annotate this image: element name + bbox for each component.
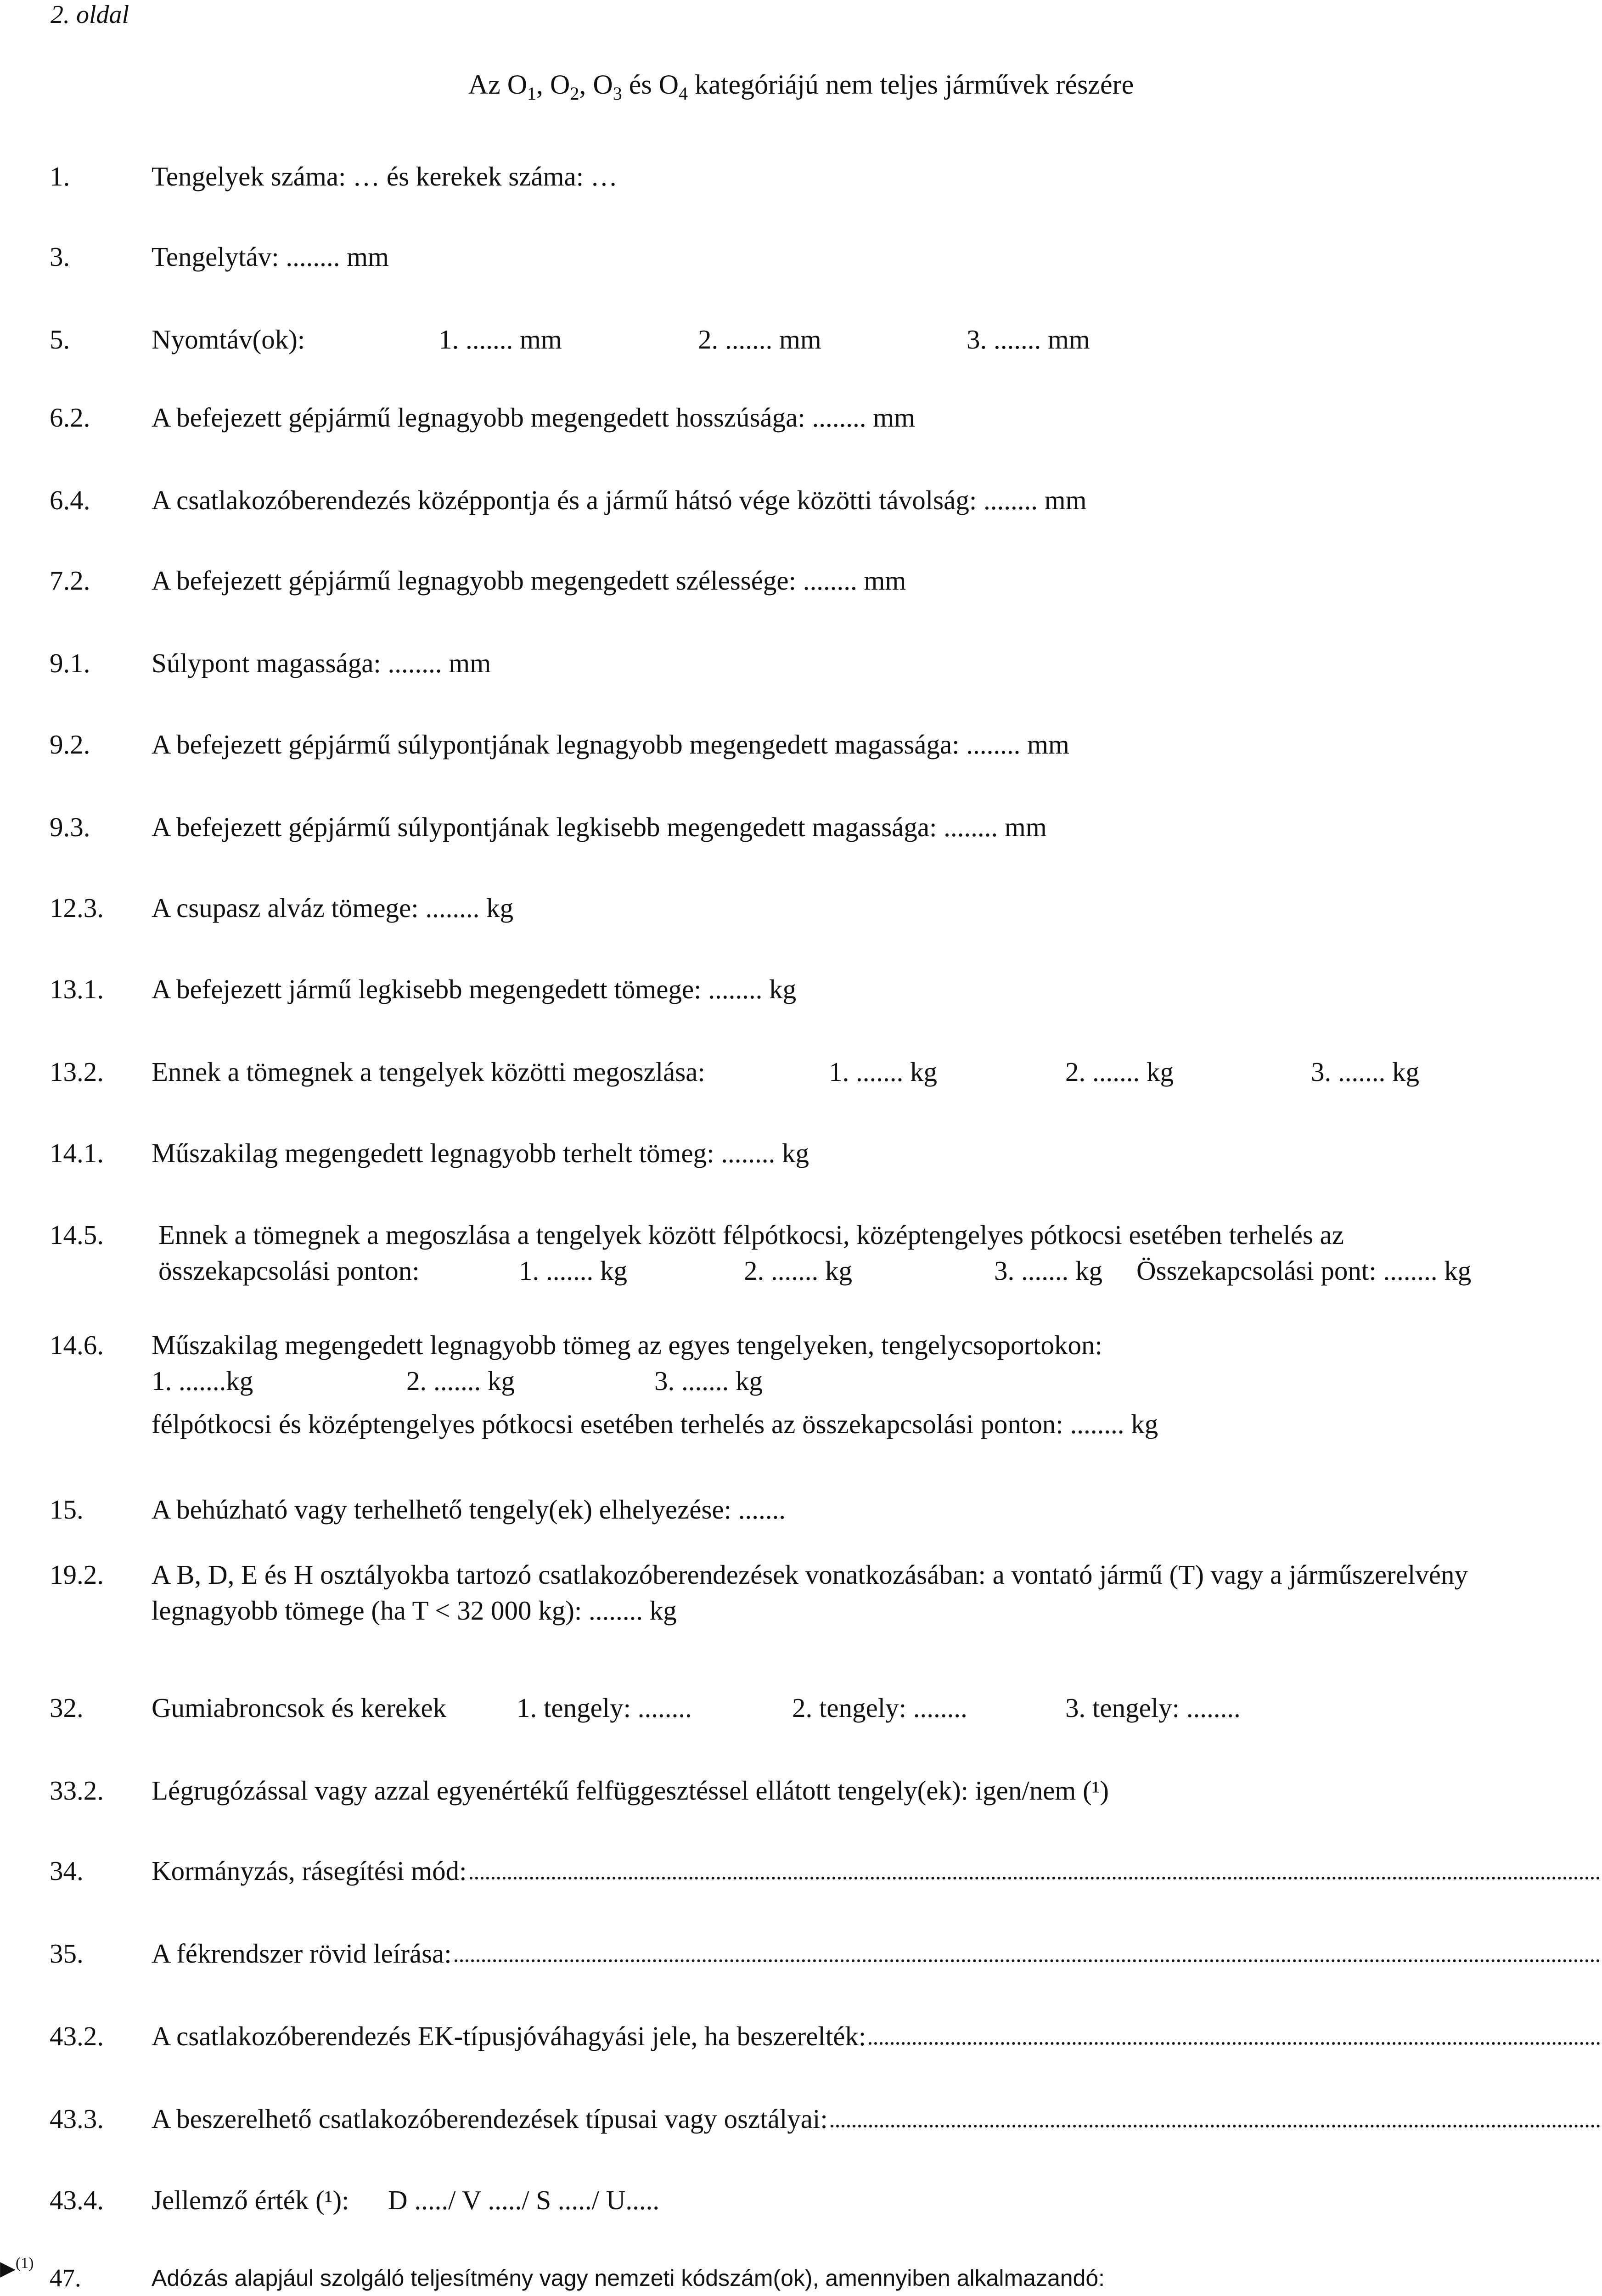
item-number: 14.5. <box>50 1220 104 1250</box>
item-number: 14.1. <box>50 1138 104 1168</box>
axle-3-field: 3. ....... kg <box>654 1366 763 1396</box>
item-number: 13.1. <box>50 974 104 1004</box>
item-text-line: A B, D, E és H osztályokba tartozó csatlakozóberendezések vonatkozásában: a vontató jármű (T) vagy a járműszerelvény <box>152 1559 1468 1590</box>
item-text: Ennek a tömegnek a tengelyek közötti megoszlása: <box>152 1057 705 1087</box>
item-text: A fékrendszer rövid leírása: <box>152 1938 452 1969</box>
item-number: 1. <box>50 161 70 191</box>
item-text-line: összekapcsolási ponton: 1. ....... kg 2. ....... kg 3. ....... kg Összekapcsolási pont: ........ kg <box>158 1253 1602 1289</box>
item-text: A befejezett gépjármű legnagyobb megengedett szélessége: ........ mm <box>152 565 906 596</box>
item-number: 9.2. <box>50 729 90 760</box>
item-text: A beszerelhető csatlakozóberendezések típusai vagy osztályai: <box>152 2104 828 2134</box>
item-number: 43.3. <box>50 2104 104 2134</box>
item-number: 7.2. <box>50 565 90 596</box>
axle-3-mass-field: 3. ....... kg <box>1311 1057 1419 1087</box>
item-number: 14.6. <box>50 1330 104 1360</box>
axle-1-load-field: 1. ....... kg <box>519 1255 627 1286</box>
characteristic-values-field: D ...../ V ...../ S ...../ U..... <box>388 2185 660 2215</box>
axle-2-field: 2. ....... kg <box>406 1366 515 1396</box>
item-text: Súlypont magassága: ........ mm <box>152 648 491 678</box>
tyre-axle-2-field: 2. tengely: ........ <box>792 1693 967 1723</box>
dotted-fill-line <box>470 1853 1600 1880</box>
item-text: A befejezett jármű legkisebb megengedett tömege: ........ kg <box>152 974 797 1004</box>
item-text-line: félpótkocsi és középtengelyes pótkocsi esetében terhelés az összekapcsolási ponton: ........ kg <box>152 1409 1158 1439</box>
item-number: 15. <box>50 1494 84 1525</box>
item-text: Gumiabroncsok és kerekek <box>152 1693 447 1723</box>
item-text: Tengelytáv: ........ mm <box>152 242 389 272</box>
dotted-fill-line <box>455 1936 1600 1962</box>
item-number: 5. <box>50 324 70 355</box>
page-label: 2. oldal <box>51 0 129 29</box>
item-text: A befejezett gépjármű legnagyobb megengedett hosszúsága: ........ mm <box>152 402 915 433</box>
item-number: 9.1. <box>50 648 90 678</box>
item-text-line: Műszakilag megengedett legnagyobb tömeg az egyes tengelyeken, tengelycsoportokon: <box>152 1330 1102 1360</box>
item-number: 12.3. <box>50 893 104 923</box>
item-number: 47. <box>50 2264 81 2292</box>
item-number: 19.2. <box>50 1559 104 1590</box>
track-2-field: 2. ....... mm <box>698 324 821 355</box>
item-number: 13.2. <box>50 1057 104 1087</box>
item-text-line <box>152 1363 1602 1399</box>
item-number: 35. <box>50 1938 84 1969</box>
item-number: 3. <box>50 242 70 272</box>
item-number: 6.4. <box>50 485 90 515</box>
dotted-fill-line <box>869 2018 1600 2045</box>
item-text: Jellemző érték (¹): <box>152 2185 349 2215</box>
item-number: 33.2. <box>50 1775 104 1806</box>
tyre-axle-3-field: 3. tengely: ........ <box>1065 1693 1241 1723</box>
item-text: Műszakilag megengedett legnagyobb terhelt tömeg: ........ kg <box>152 1138 809 1168</box>
item-number: 9.3. <box>50 812 90 842</box>
item-text: A csupasz alváz tömege: ........ kg <box>152 893 514 923</box>
item-number: 34. <box>50 1856 84 1886</box>
item-text: A befejezett gépjármű súlypontjának legnagyobb megengedett magassága: ........ mm <box>152 729 1069 760</box>
form-heading: Az $O_1$, $O_2$, $O_3$ és $O_4$ kategóriájú nem teljes járművek részére <box>468 69 1134 104</box>
item-number: 6.2. <box>50 402 90 433</box>
item-text: Tengelyek száma: … és kerekek száma: … <box>152 161 618 191</box>
axle-1-field: 1. .......kg <box>152 1366 253 1396</box>
track-3-field: 3. ....... mm <box>967 324 1090 355</box>
tyre-axle-1-field: 1. tengely: ........ <box>517 1693 692 1723</box>
item-text-line: Ennek a tömegnek a megoszlása a tengelyek között félpótkocsi, középtengelyes pótkocsi esetében terhelés az <box>158 1220 1344 1250</box>
item-number: 32. <box>50 1693 84 1723</box>
item-text: Nyomtáv(ok): <box>152 324 305 355</box>
item-text: A csatlakozóberendezés középpontja és a jármű hátsó vége közötti távolság: ........ mm <box>152 485 1087 515</box>
item-number: 43.2. <box>50 2021 104 2051</box>
dotted-fill-line <box>831 2101 1600 2127</box>
axle-2-load-field: 2. ....... kg <box>744 1255 852 1286</box>
item-text-line: legnagyobb tömege (ha T < 32 000 kg): ........ kg <box>152 1595 677 1626</box>
axle-2-mass-field: 2. ....... kg <box>1065 1057 1174 1087</box>
item-text: Légrugózással vagy azzal egyenértékű felfüggesztéssel ellátott tengely(ek): igen/nem (¹) <box>152 1775 1109 1806</box>
axle-3-load-field: 3. ....... kg <box>994 1255 1102 1286</box>
amendment-marker: ▶$^{(1)}$ <box>0 2255 34 2280</box>
track-1-field: 1. ....... mm <box>438 324 562 355</box>
item-text: A behúzható vagy terhelhető tengely(ek) elhelyezése: ....... <box>152 1494 786 1525</box>
item-text: A csatlakozóberendezés EK-típusjóváhagyási jele, ha beszerelték: <box>152 2021 866 2051</box>
coupling-point-field: Összekapcsolási pont: ........ kg <box>1136 1255 1472 1286</box>
item-text: Kormányzás, rásegítési mód: <box>152 1856 467 1886</box>
item-text: Adózás alapjául szolgáló teljesítmény vagy nemzeti kódszám(ok), amennyiben alkalmazandó: <box>152 2265 1105 2291</box>
item-number: 43.4. <box>50 2185 104 2215</box>
item-text: A befejezett gépjármű súlypontjának legkisebb megengedett magassága: ........ mm <box>152 812 1047 842</box>
axle-1-mass-field: 1. ....... kg <box>829 1057 937 1087</box>
